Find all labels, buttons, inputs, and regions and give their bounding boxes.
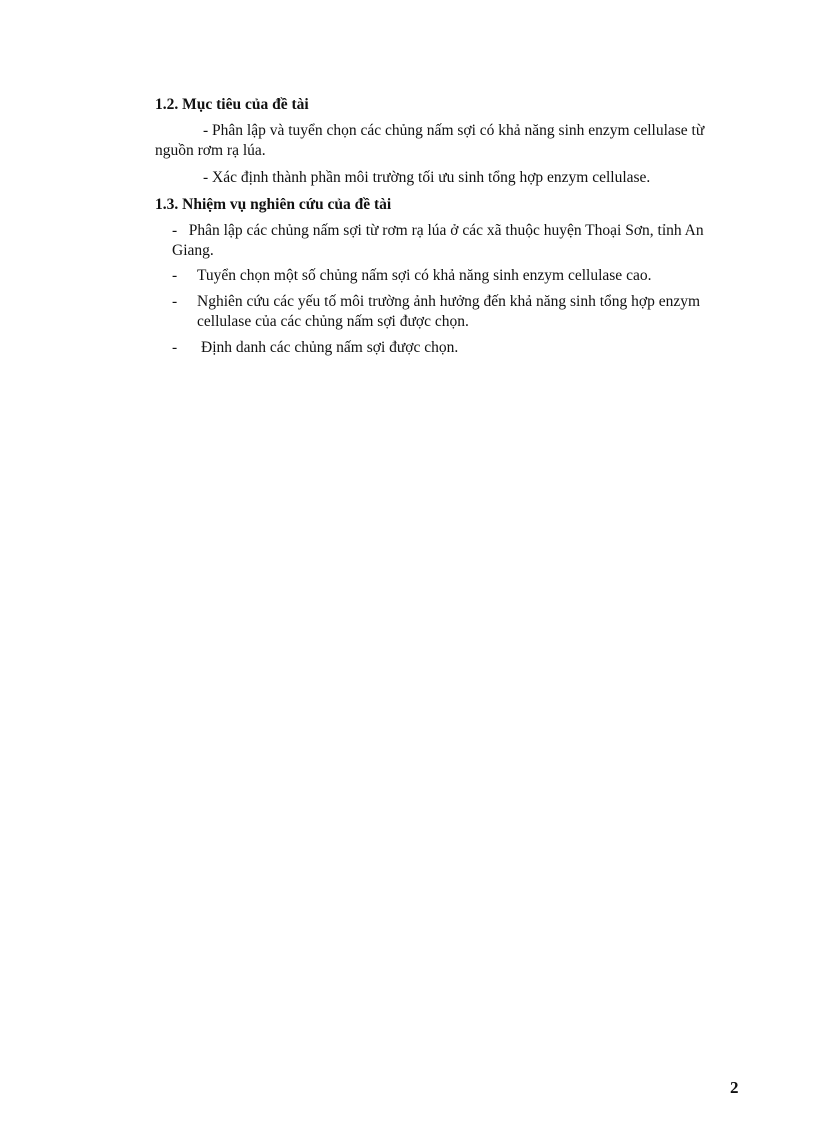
heading-section-1-2: 1.2. Mục tiêu của đề tài (155, 96, 309, 113)
task-item-1-line-1: - Phân lập các chủng nấm sợi từ rơm rạ lúa ở các xã thuộc huyện Thoại Sơn, tỉnh An (172, 222, 704, 239)
task-item-2-bullet: - (172, 267, 178, 284)
task-item-3-line-1: Nghiên cứu các yếu tố môi trường ảnh hưởng đến khả năng sinh tổng hợp enzym (197, 293, 701, 310)
task-item-3-bullet: - (172, 293, 178, 310)
task-item-3-line-2: cellulase của các chủng nấm sợi được chọn. (197, 313, 469, 330)
task-item-4-bullet: - (172, 339, 178, 356)
paragraph-objective-1-line-2: nguồn rơm rạ lúa. (155, 142, 266, 159)
task-item-1-line-2: Giang. (172, 242, 214, 259)
paragraph-objective-1-line-1: - Phân lập và tuyển chọn các chủng nấm sợi có khả năng sinh enzym cellulase từ (203, 122, 705, 139)
heading-section-1-3: 1.3. Nhiệm vụ nghiên cứu của đề tài (155, 196, 392, 213)
paragraph-objective-2: - Xác định thành phần môi trường tối ưu sinh tổng hợp enzym cellulase. (203, 169, 651, 186)
page-number: 2 (730, 1078, 739, 1097)
task-item-2: Tuyển chọn một số chủng nấm sợi có khả năng sinh enzym cellulase cao. (197, 267, 652, 284)
task-item-4: Định danh các chủng nấm sợi được chọn. (201, 339, 459, 356)
